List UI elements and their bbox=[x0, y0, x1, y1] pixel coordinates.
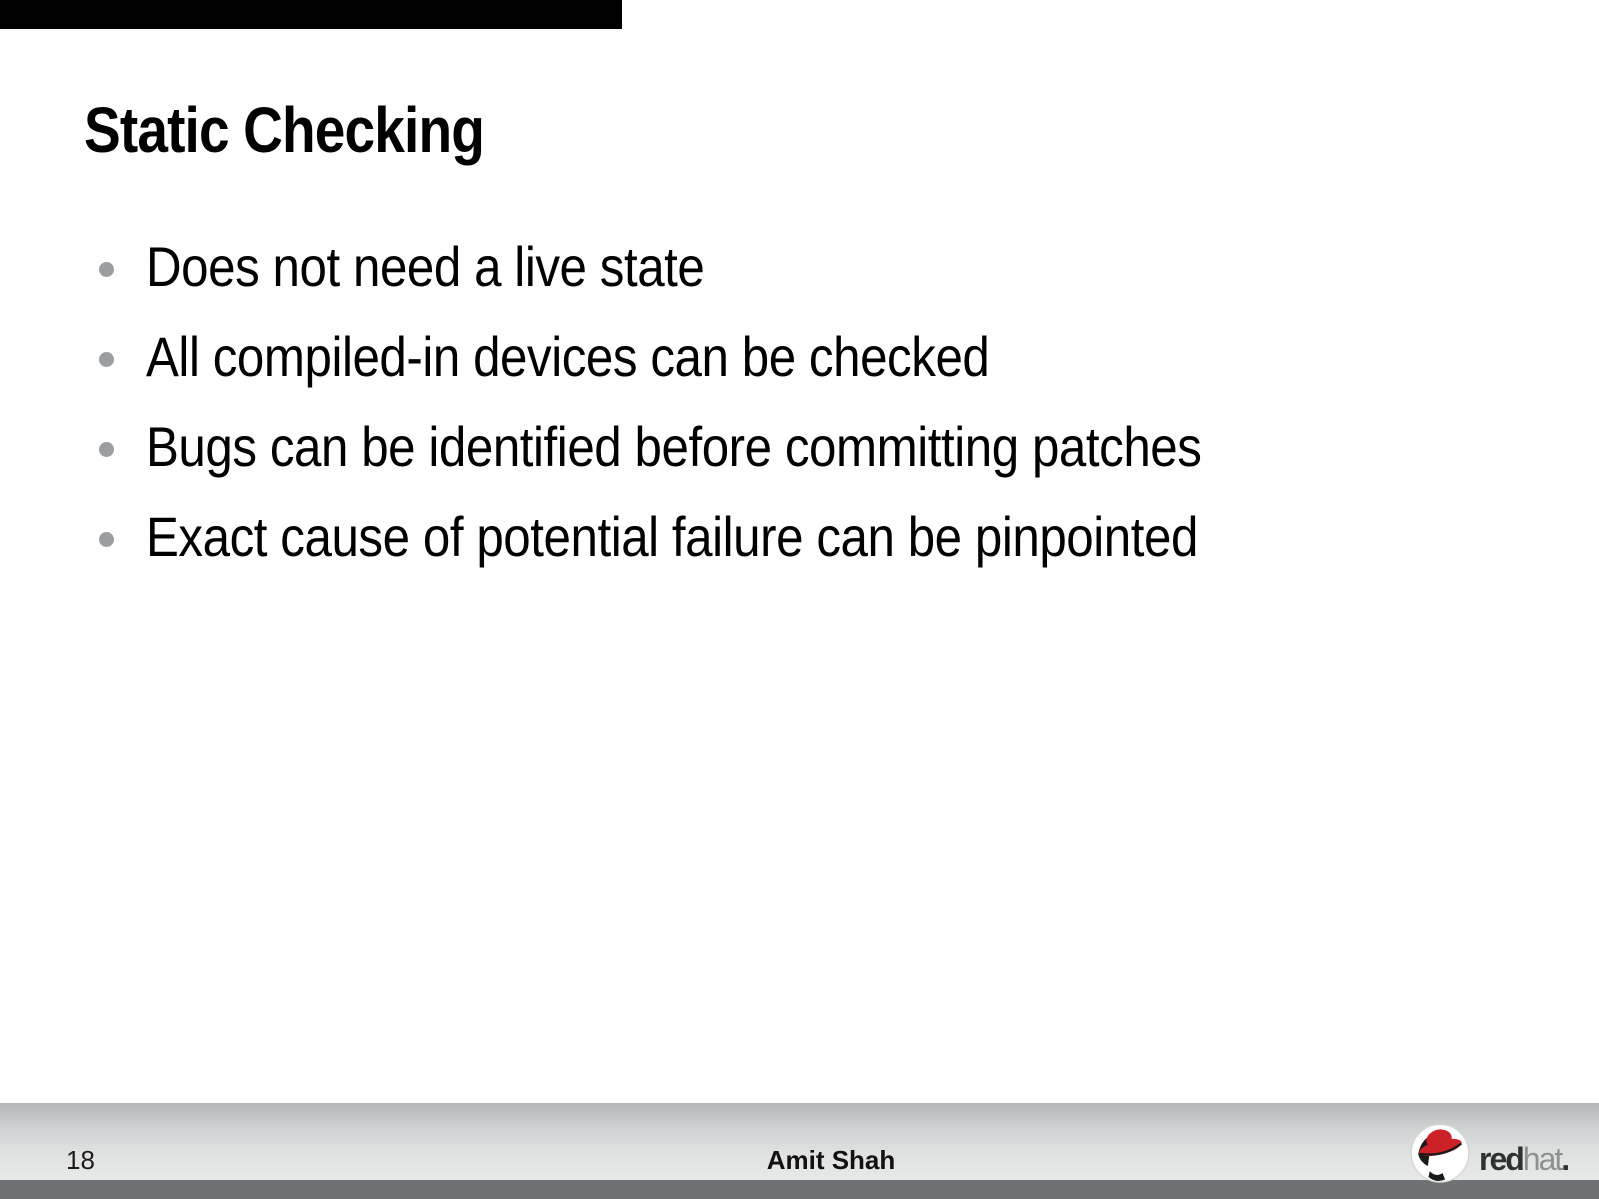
slide-title: Static Checking bbox=[84, 94, 485, 166]
redhat-logo bbox=[1408, 1119, 1568, 1185]
bullet-icon bbox=[99, 532, 114, 547]
bullet-icon bbox=[99, 352, 114, 367]
bottom-strip bbox=[0, 1180, 1599, 1199]
list-item bbox=[99, 507, 1341, 567]
logo-red-text: red bbox=[1479, 1141, 1523, 1177]
list-item bbox=[99, 417, 1345, 477]
bullet-icon bbox=[99, 442, 114, 457]
list-item bbox=[99, 237, 781, 297]
footer-author: Amit Shah bbox=[766, 1145, 896, 1175]
page-number: 18 bbox=[66, 1145, 95, 1175]
logo-period: . bbox=[1561, 1141, 1569, 1177]
bullet-text: Does not need a live state bbox=[146, 235, 705, 298]
bullet-icon bbox=[99, 262, 114, 277]
logo-hat-text: hat bbox=[1522, 1141, 1562, 1177]
redhat-wordmark bbox=[1479, 1143, 1568, 1175]
bullet-text: All compiled-in devices can be checked bbox=[146, 325, 990, 388]
bullet-text: Bugs can be identified before committing patches bbox=[146, 415, 1202, 478]
redhat-shadowman-icon bbox=[1408, 1119, 1472, 1185]
bullet-text: Exact cause of potential failure can be pinpointed bbox=[146, 505, 1198, 568]
list-item bbox=[99, 327, 1104, 387]
top-letterbox-bar bbox=[0, 0, 622, 29]
